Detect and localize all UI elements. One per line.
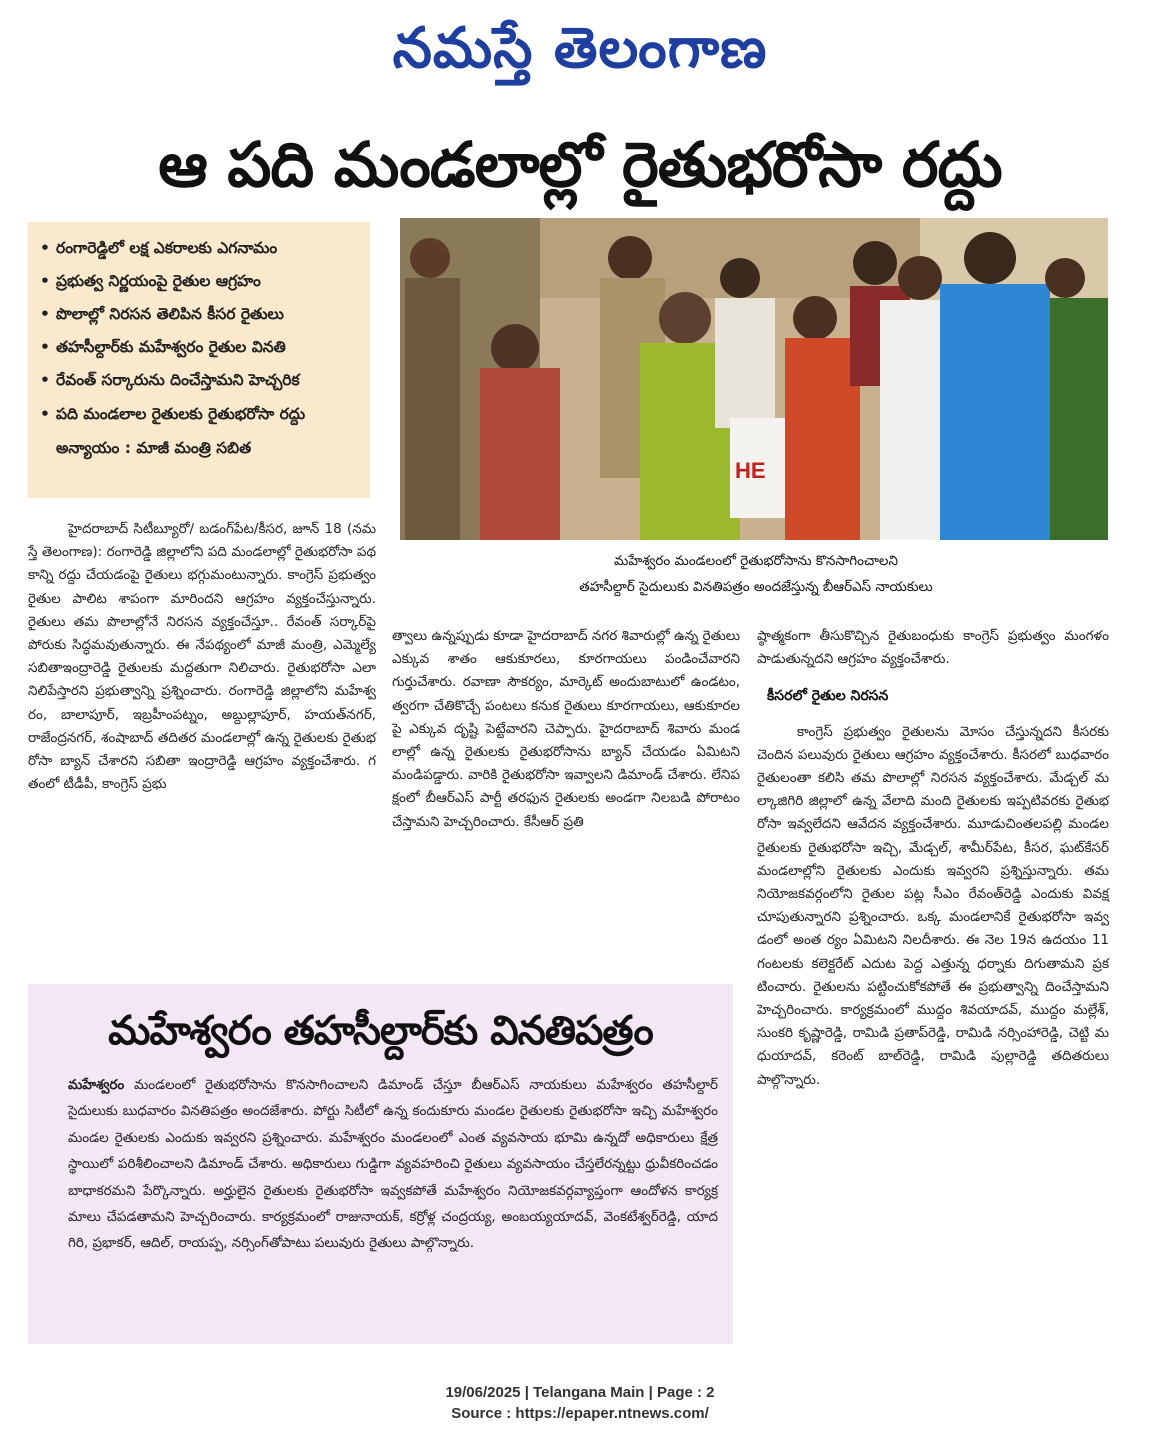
article-text: హైదరాబాద్ సిటీబ్యూరో/ బడంగ్‌పేట/కీసర, జూన్ 18 (నమస్తే తెలంగాణ): రంగారెడ్డి జిల్లాలోని పది మండలాల్లో రైతుభరోసా పథకాన్ని రద్దు చేయడంపై రైతులు భగ్గుమంటున్నారు. కాంగ్రెస్ ప్రభుత్వం రైతుల పాలిట శాపంగా మారిందని ఆగ్రహం వ్యక్తంచేస్తున్నారు. రైతులు తమ పొలాల్లోనే నిరసన వ్యక్తంచేస్తూ.. రేవంత్ సర్కార్‌పై పోరుకు సిద్ధమవుతున్నారు. ఈ నేపథ్యంలో మాజీ మంత్రి, ఎమ్మెల్యే సబితాఇంద్రారెడ్డి రైతులకు మద్దతుగా నిలిచారు. రైతుభరోసా ఎలా నిలిపేస్తారని ప్రభుత్వాన్ని ప్రశ్నించారు. రంగారెడ్డి జిల్లాలోని మహేశ్వరం, బాలాపూర్, ఇబ్రహీంపట్నం, అబ్దుల్లాపూర్, హయత్‌నగర్, రాజేంద్రనగర్, శంషాబాద్ తదితర మండలాల్లో ఉన్న రైతులకు రైతుభరోసా బ్యాన్ చేశారని సబితా ఇంద్రారెడ్డి ఆగ్రహం వ్యక్తంచేశారు. గతంలో టీడీపీ, కాంగ్రెస్ ప్రభు — [28, 521, 376, 793]
sidebar-story-body — [68, 1072, 718, 1257]
sidebar-story-text: మండలంలో రైతుభరోసాను కొనసాగించాలని డిమాండ్ చేస్తూ బీఆర్‌ఎస్ నాయకులు మహేశ్వరం తహసీల్దార్ సైదులుకు బుధవారం వినతిపత్రం అందజేశారు. పోర్టు సిటీలో ఉన్న కందుకూరు మండల రైతులకు రైతుభరోసా ఇచ్చి మహేశ్వరం మండల రైతులకు ఎందుకు ఇవ్వరని ప్రశ్నించారు. మహేశ్వరం మండలంలో ఎంత వ్యవసాయ భూమి ఉన్నదో అధికారులు క్షేత్రస్థాయిలో పరిశీలించాలని డిమాండ్ చేశారు. అధికారులు గుడ్డిగా వ్యవహరించి రైతులు వ్యవసాయం చేస్తలేరన్నట్టు ధ్రువీకరించడం బాధాకరమని పేర్కొన్నారు. అర్హులైన రైతులకు రైతుభరోసా ఇవ్వకపోతే మహేశ్వరం నియోజకవర్గవ్యాప్తంగా ఆందోళన కార్యక్రమాలు చేపడతామని హెచ్చరించారు. కార్యక్రమంలో రాజునాయక్, కర్రోళ్ల చంద్రయ్య, అంబయ్యయాదవ్, వెంకటేశ్వర్‌రెడ్డి, యాదగిరి, ప్రభాకర్, ఆదిల్, రాయప్ప, నర్సింగ్‌తోపాటు పలువురు రైతులు పాల్గొన్నారు. — [68, 1077, 718, 1252]
article-text: ష్ఠాత్మకంగా తీసుకొచ్చిన రైతుబంధుకు కాంగ్రెస్ ప్రభుత్వం మంగళం పాడుతున్నదని ఆగ్రహం వ్యక్తంచేశారు. — [757, 628, 1109, 668]
highlight-item: • రేవంత్ సర్కారును దించేస్తామని హెచ్చరిక — [36, 364, 364, 397]
main-headline: ఆ పది మండలాల్లో రైతుభరోసా రద్దు — [158, 128, 1002, 201]
newspaper-masthead: నమస్తే తెలంగాణ — [392, 15, 768, 81]
caption-line: తహసీల్దార్ సైదులుకు వినతిపత్రం అందజేస్తున్న బీఆర్‌ఎస్ నాయకులు — [579, 579, 933, 595]
highlight-item: • ప్రభుత్వ నిర్ణయంపై రైతుల ఆగ్రహం — [36, 265, 364, 298]
sidebar-story-lead: మహేశ్వరం — [68, 1077, 125, 1093]
article-column-1 — [28, 518, 376, 963]
article-text: కాంగ్రెస్ ప్రభుత్వం రైతులను మోసం చేస్తున్నదని కీసరకు చెందిన పలువురు రైతులు ఆగ్రహం వ్యక్తంచేశారు. కీసరలో బుధవారం రైతులంతా కలిసి తమ పొలాల్లో నిరసన వ్యక్తంచేశారు. మేడ్చల్ మల్కాజిగిరి జిల్లాలో ఉన్న వేలాది మంది రైతులకు ఇప్పటివరకు రైతుభరోసా ఇవ్వలేదని ఆవేదన వ్యక్తంచేశారు. మూడుచింతలపల్లి మండల రైతులకు రైతుభరోసా ఇచ్చి, మేడ్చల్, శామీర్‌పేట, కీసర, ఘట్‌కేసర్ మండలాల్లోని రైతులకు ఎందుకు ఇవ్వరని ప్రశ్నిస్తున్నారు. తమ నియోజకవర్గంలోని రైతుల పట్ల సీఎం రేవంత్‌రెడ్డి ఎందుకు వివక్ష చూపుతున్నారని ప్రశ్నించారు. ఒక్క మండలానికే రైతుభరోసా ఇవ్వడంలో అంత ర్యం ఏమిటని నిలదీశారు. ఈ నెల 19న ఉదయం 11 గంటలకు కలెక్టరేట్ ఎదుట పెద్ద ఎత్తున్న ధర్నాకు దిగుతామని ప్రకటించారు. రైతులను పట్టించుకోకపోతే ఈ ప్రభుత్వాన్ని దించేస్తామని హెచ్చరించారు. కార్యక్రమంలో ముద్దం శివయాదవ్, ముద్దం మల్లేశ్, సుంకరి కృష్ణారెడ్డి, రామిడి ప్రతాప్‌రెడ్డి, రామిడి నర్సింహారెడ్డి, చెట్టి మధుయాదవ్, కరెంట్ బాల్‌రెడ్డి, రామిడి పుల్లారెడ్డి తదితరులు పాల్గొన్నారు. — [757, 723, 1109, 1088]
article-subheading: కీసరలో రైతుల నిరసన — [767, 688, 889, 705]
highlights-box — [28, 222, 370, 498]
article-column-3 — [757, 625, 1109, 1345]
sidebar-story-title: మహేశ్వరం తహసీల్దార్‌కు వినతిపత్రం — [108, 1008, 653, 1054]
article-text: త్వాలు ఉన్నప్పుడు కూడా హైదరాబాద్ నగర శివారుల్లో ఉన్న రైతులు ఎక్కువ శాతం ఆకుకూరలు, కూరగాయలు పండించేవారని గుర్తుచేశారు. రవాణా సౌకర్యం, మార్కెట్ అందుబాటులో ఉండటం, త్వరగా చేతికొచ్చే పంటలు కనుక రైతులు కూరగాయలు, ఆకుకూరలపై ఎక్కువ దృష్టి పెట్టేవారని చెప్పారు. హైదరాబాద్ శివారు మండలాల్లో ఉన్న రైతులకు రైతుభరోసాను బ్యాన్ చేయడం ఏమిటని మండిపడ్డారు. వారికి రైతుభరోసా ఇవ్వాలని డిమాండ్ చేశారు. లేనిపక్షంలో బీఆర్‌ఎస్ పార్టీ తరఫున రైతులకు అండగా నిలబడి పోరాటం చేస్తామని హెచ్చరించారు. కేసీఆర్ ప్రతి — [392, 628, 740, 830]
news-photo — [400, 218, 1108, 540]
sidebar-story-box — [28, 984, 733, 1344]
footer-edition-info: 19/06/2025 | Telangana Main | Page : 2 — [445, 1384, 715, 1401]
article-column-2 — [392, 625, 740, 960]
photo-caption — [430, 548, 1082, 600]
highlight-item: • తహసీల్దార్‌కు మహేశ్వరం రైతుల వినతి — [36, 331, 364, 364]
caption-line: మహేశ్వరం మండలంలో రైతుభరోసాను కొనసాగించాలని — [614, 553, 898, 569]
highlight-item: • పొలాల్లో నిరసన తెలిపిన కీసర రైతులు — [36, 298, 364, 331]
footer-source-link[interactable]: Source : https://epaper.ntnews.com/ — [451, 1405, 709, 1422]
photo-illustration — [400, 218, 1108, 540]
highlight-item: • పది మండలాల రైతులకు రైతుభరోసా రద్దు అన్యాయం : మాజీ మంత్రి సబిత — [36, 397, 364, 465]
sign-text: HE — [735, 458, 766, 483]
page-footer — [0, 1382, 1160, 1424]
highlight-item: • రంగారెడ్డిలో లక్ష ఎకరాలకు ఎగనామం — [36, 232, 364, 265]
